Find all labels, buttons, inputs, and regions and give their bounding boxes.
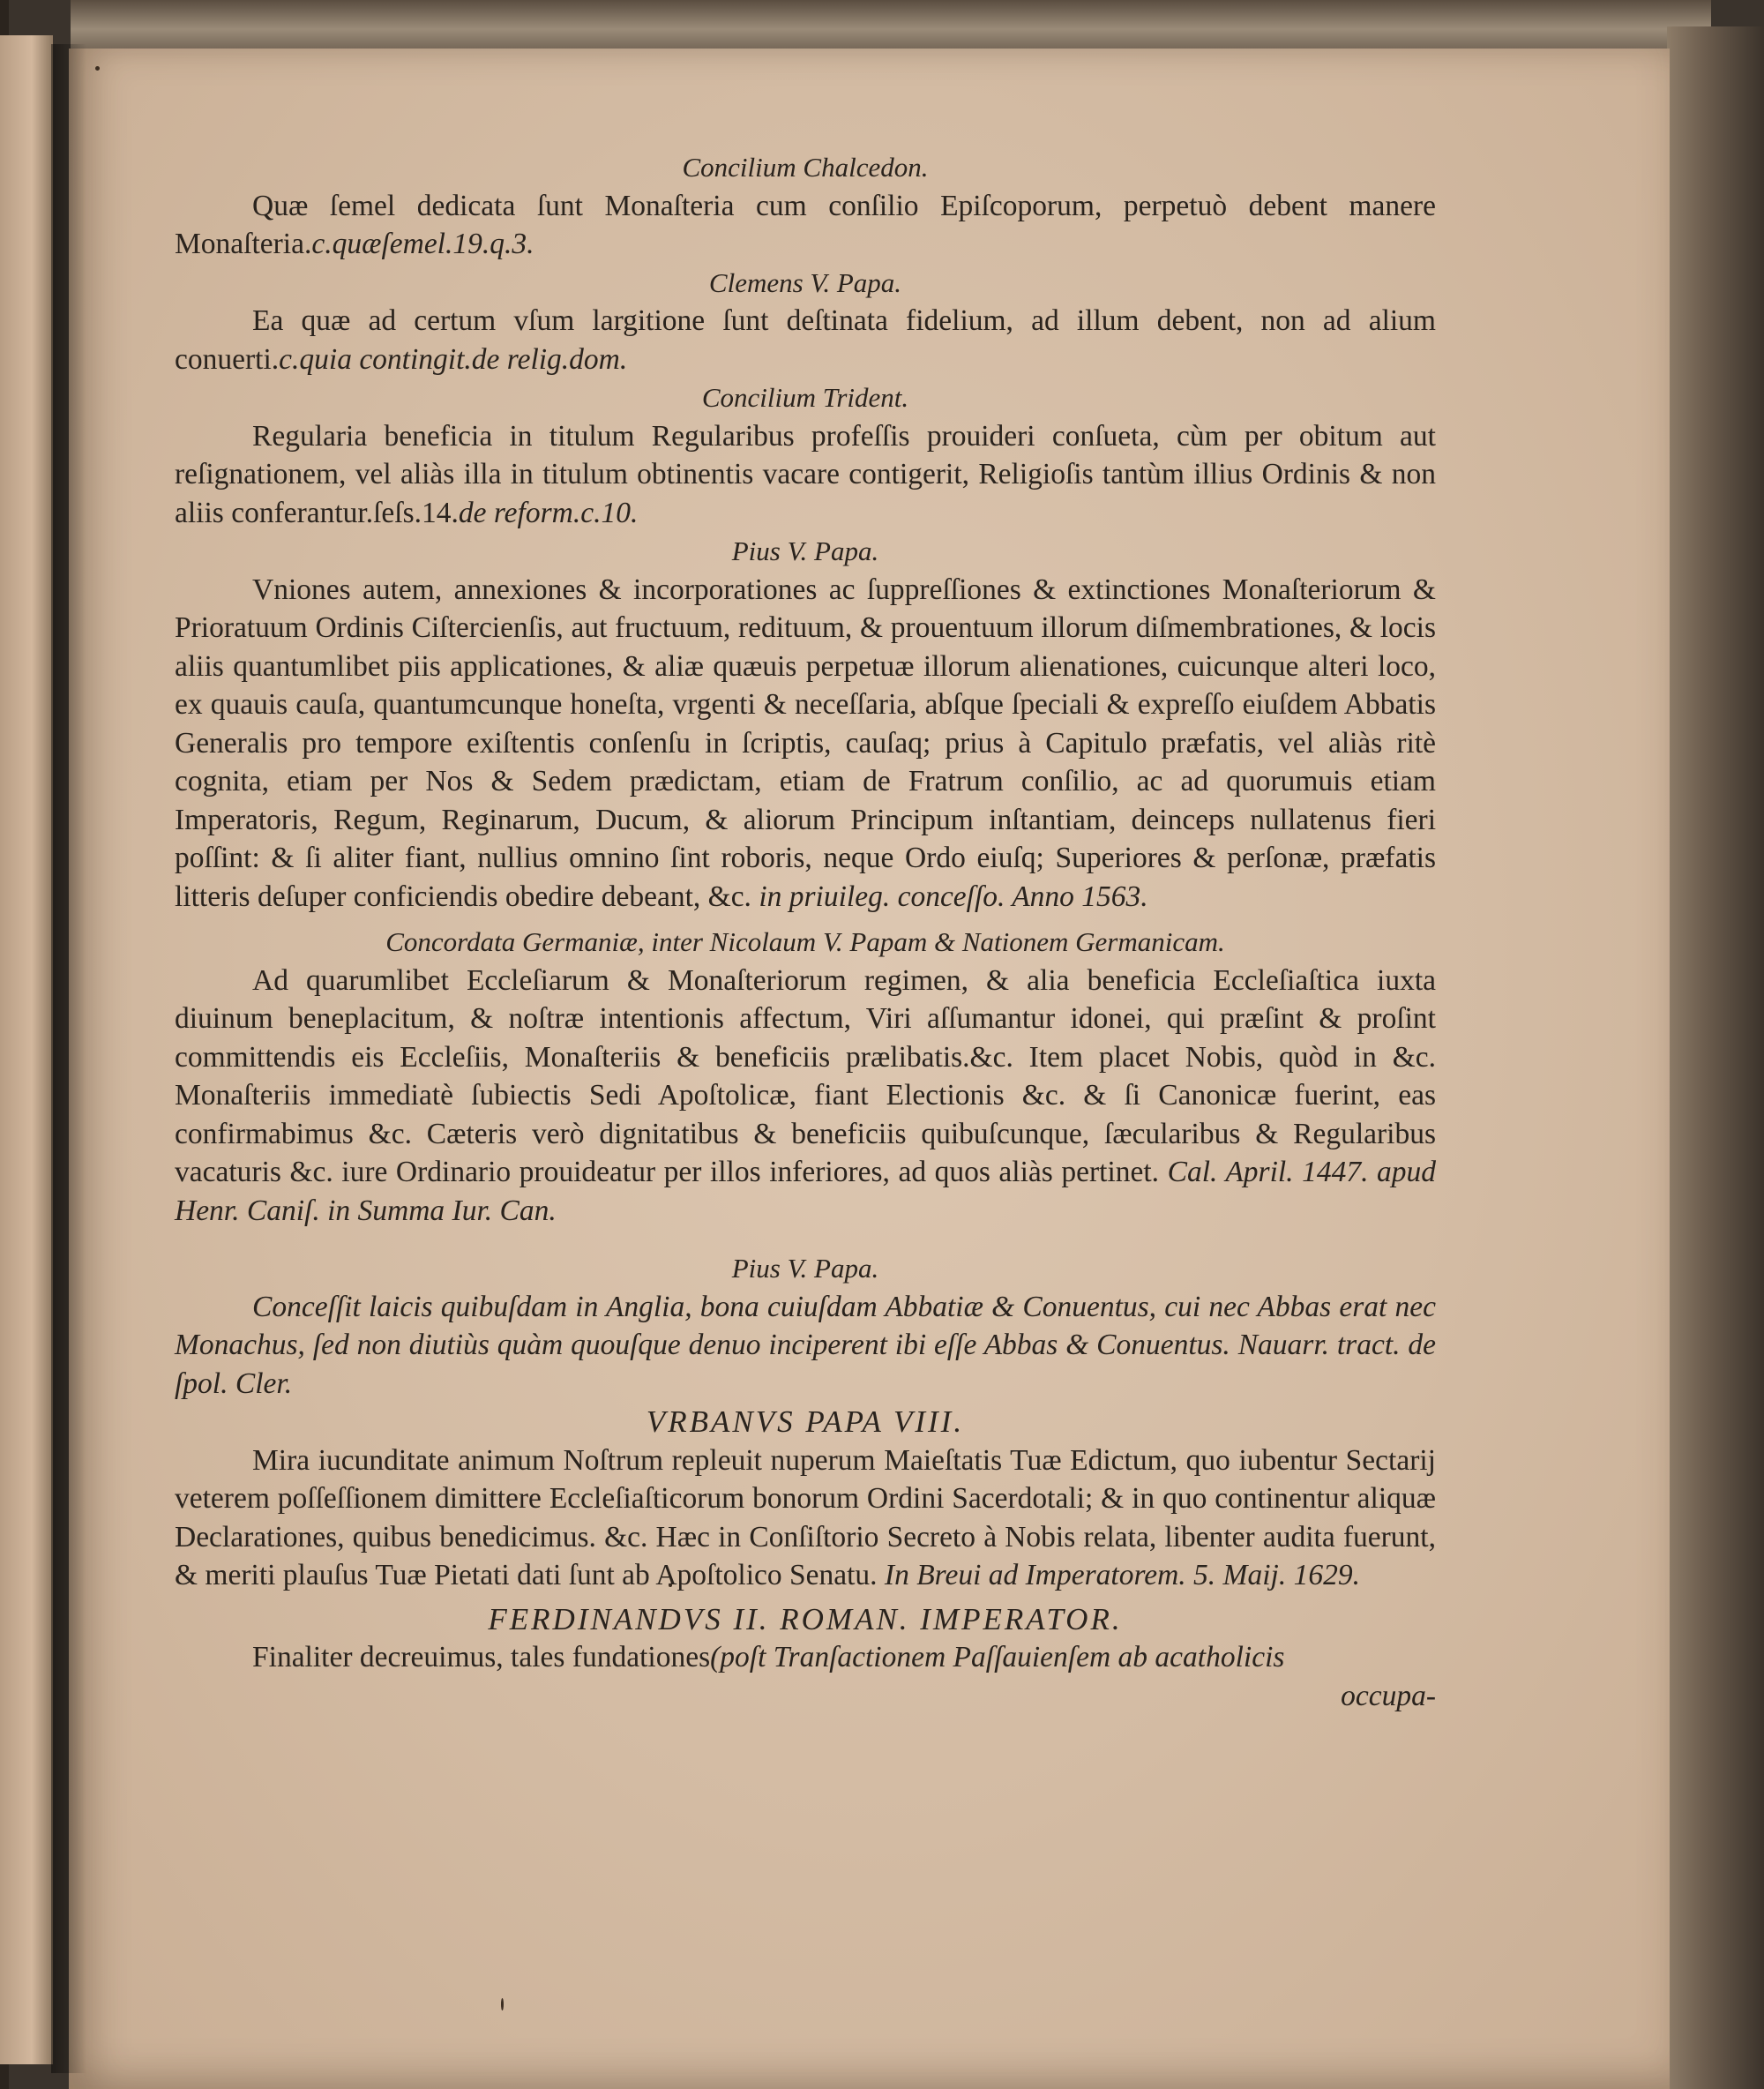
body-text: Conceſſit laicis quibuſdam in Anglia, bona cuiuſdam Abbatiæ & Conuentus, cui nec Abbas erat nec Monachus, ſed non diutiùs quàm quouſque denuo inciperent ibi eſſe Abbas & Conuentus.	[175, 1290, 1436, 1361]
section-heading: Concilium Trident.	[701, 382, 909, 413]
section-body	[175, 1288, 1436, 1404]
body-text: Ad quarumlibet Eccleſiarum & Monaſteriorum regimen, & alia beneficia Eccleſiaſtica iuxta diuinum beneplacitum, & noſtræ intentionis affectum, Viri aſſumantur idonei, qui præſint & proſint committendis eis Eccleſiis, Monaſteriis & beneficiis prælibatis.&c. Item placet Nobis, quòd in &c. Monaſteriis immediatè ſubiectis Sedi Apoſtolicæ, fiant Electionis &c. & ſi Canonicæ fuerint, eas confirmabimus &c. Cæteris verò dignitatibus & beneficiis quibuſcunque, ſæcularibus & Regularibus vacaturis &c. iure Ordinario prouideatur per illos inferiores, ad quos aliàs pertinet.	[175, 963, 1436, 1188]
section-body	[175, 302, 1436, 378]
citation: c.quæſemel.19.q.3.	[311, 228, 534, 260]
section-body	[175, 417, 1436, 533]
body-text: Regularia beneficia in titulum Regularibus profeſſis prouideri conſueta, cùm per obitum aut reſignationem, vel aliàs illa in titulum obtinentis vacare contigerit, Religioſis tantùm illius Ordinis & non aliis conferantur.ſeſs.14.	[175, 419, 1436, 529]
section-heading: Clemens V. Papa.	[708, 266, 902, 298]
citation: (poſt Tranſactionem Paſſauienſem ab acatholicis	[710, 1641, 1285, 1673]
spine-shadow	[51, 44, 86, 2073]
citation: Nauarr. tract. de ſpol. Cler.	[175, 1329, 1437, 1400]
citation: in priuileg. conceſſo. Anno 1563.	[759, 880, 1148, 913]
page-stack-edge	[1667, 26, 1764, 2089]
body-text: Ea quæ ad certum vſum largitione ſunt deſtinata fidelium, ad illum debent, non ad alium conuerti.	[175, 304, 1436, 376]
citation: Cal. April. 1447. apud Henr. Caniſ. in Summa Iur. Can.	[175, 1156, 1437, 1227]
body-text: Quæ ſemel dedicata ſunt Monaſteria cum conſilio Epiſcoporum, perpetuò debent manere Monaſteria.	[175, 189, 1436, 260]
section-body	[175, 1638, 1436, 1677]
section-heading: Pius V. Papa.	[731, 535, 879, 566]
body-text: Vniones autem, annexiones & incorporationes ac ſuppreſſiones & extinctiones Monaſteriorum & Prioratuum Ordinis Ciſtercienſis, aut fructuum, redituum, & prouentuum illorum diſmembrationes, & locis aliis quantumlibet piis applicationes, & aliæ quæuis perpetuæ illorum alienationes, cuicunque alteri loco, ex quauis cauſa, quantumcunque honeſta, vrgenti & neceſſaria, abſque ſpeciali & expreſſo eiuſdem Abbatis Generalis pro tempore exiſtentis conſenſu in ſcriptis, cauſaq; prius à Capitulo præfatis, vel aliàs ritè cognita, etiam per Nos & Sedem prædictam, etiam de Fratrum conſilio, ac ad quorumuis etiam Imperatoris, Regum, Reginarum, Ducum, & aliorum Principum inſtantiam, deinceps nullatenus fieri poſſint: & ſi aliter fiant, nullius omnino ſint roboris, neque Ordo eiuſq; Superiores & perſonæ, præfatis litteris deſuper conficiendis obedire debeant, &c.	[175, 573, 1436, 913]
book-top-edge	[71, 0, 1711, 53]
catchword: occupa-	[1341, 1679, 1436, 1712]
body-text: Mira iucunditate animum Noſtrum repleuit nuperum Maieſtatis Tuæ Edictum, quo iubentur Sectarij veterem poſſeſſionem dimittere Eccleſiaſticorum bonorum Ordini Sacerdotali; & in quo continentur aliquæ Declarationes, quibus benedicimus. &c. Hæc in Conſiſtorio Secreto à Nobis relata, libenter audita fuerunt, & meriti plauſus Tuæ Pietati dati ſunt ab Apoſtolico Senatu.	[175, 1443, 1436, 1591]
page-text	[175, 148, 1436, 1715]
section-heading: FERDINANDVS II. ROMAN. IMPERATOR.	[488, 1601, 1123, 1636]
section-heading: Concilium Chalcedon.	[682, 152, 929, 183]
facing-page-edge	[0, 35, 53, 2064]
citation: de reform.c.10.	[458, 496, 639, 529]
section-body	[175, 571, 1436, 917]
citation: c.quia contingit.de relig.dom.	[279, 342, 628, 376]
body-text: Finaliter decreuimus, tales fundationes	[252, 1641, 711, 1673]
section-heading: Pius V. Papa.	[731, 1253, 879, 1284]
section-body	[175, 962, 1436, 1231]
section-body	[175, 187, 1436, 264]
page-speck	[95, 66, 100, 71]
page-speck	[501, 1998, 504, 2010]
section-heading: VRBANVS PAPA VIII.	[646, 1404, 965, 1439]
citation: In Breui ad Imperatorem. 5. Maij. 1629.	[884, 1559, 1360, 1591]
section-heading: Concordata Germaniæ, inter Nicolaum V. Papam & Nationem Germanicam.	[385, 926, 1225, 957]
section-body	[175, 1441, 1436, 1595]
